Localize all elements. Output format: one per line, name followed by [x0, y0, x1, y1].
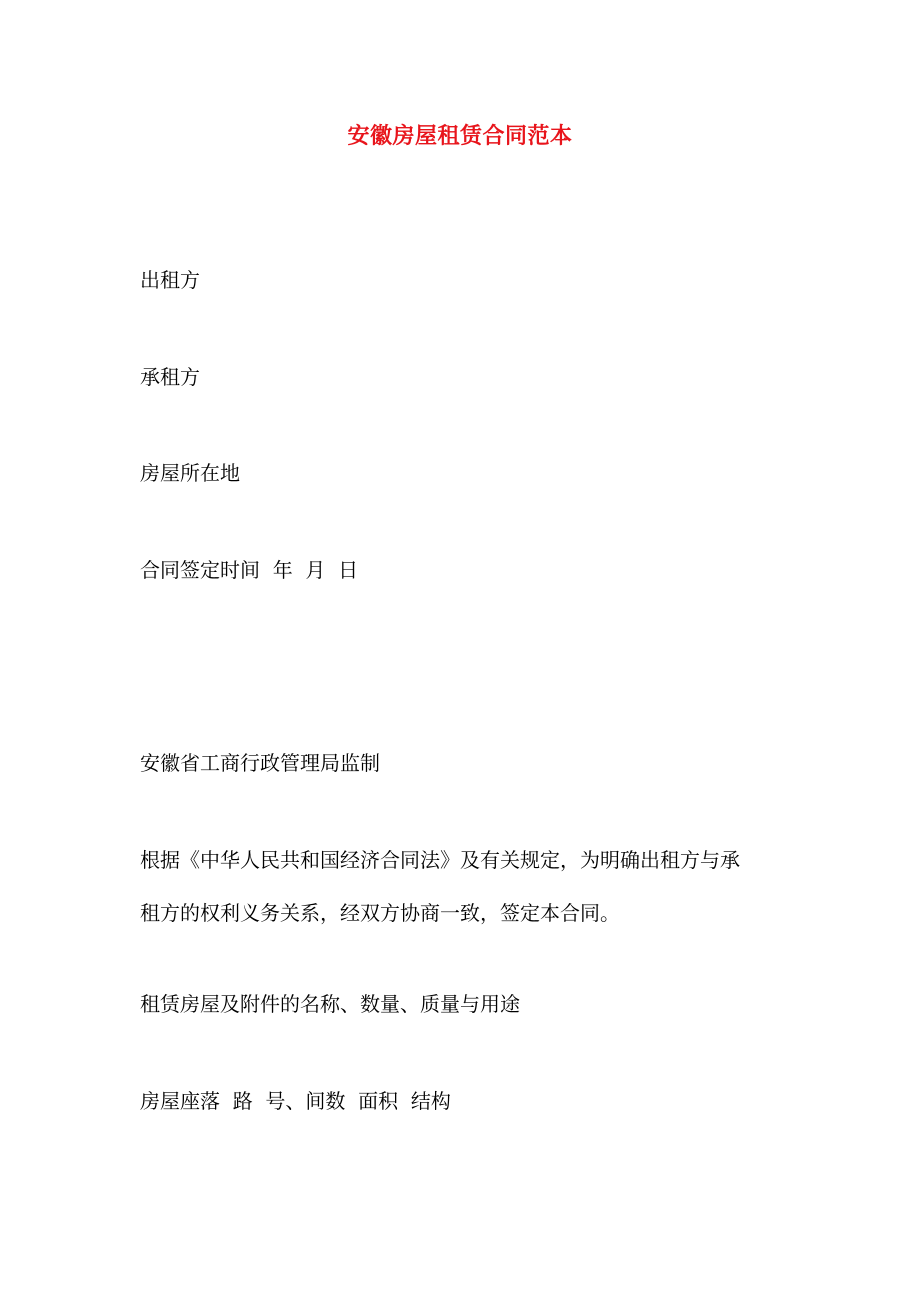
location-label: 房屋所在地	[140, 461, 240, 485]
lessor-label: 出租方	[140, 268, 200, 292]
document-title: 安徽房屋租赁合同范本	[347, 123, 573, 149]
preamble-line: 租方的权利义务关系，经双方协商一致，签定本合同。	[140, 901, 620, 925]
lessee-label: 承租方	[140, 365, 200, 389]
section-heading: 租赁房屋及附件的名称、数量、质量与用途	[140, 992, 520, 1016]
supervisor-line: 安徽省工商行政管理局监制	[140, 751, 380, 775]
signing-date-line: 合同签定时间 年 月 日	[140, 558, 359, 582]
preamble-paragraph	[140, 834, 800, 940]
preamble-line: 根据《中华人民共和国经济合同法》及有关规定，为明确出租方与承	[140, 848, 740, 872]
house-details-line: 房屋座落 路 号、间数 面积 结构	[140, 1089, 451, 1113]
